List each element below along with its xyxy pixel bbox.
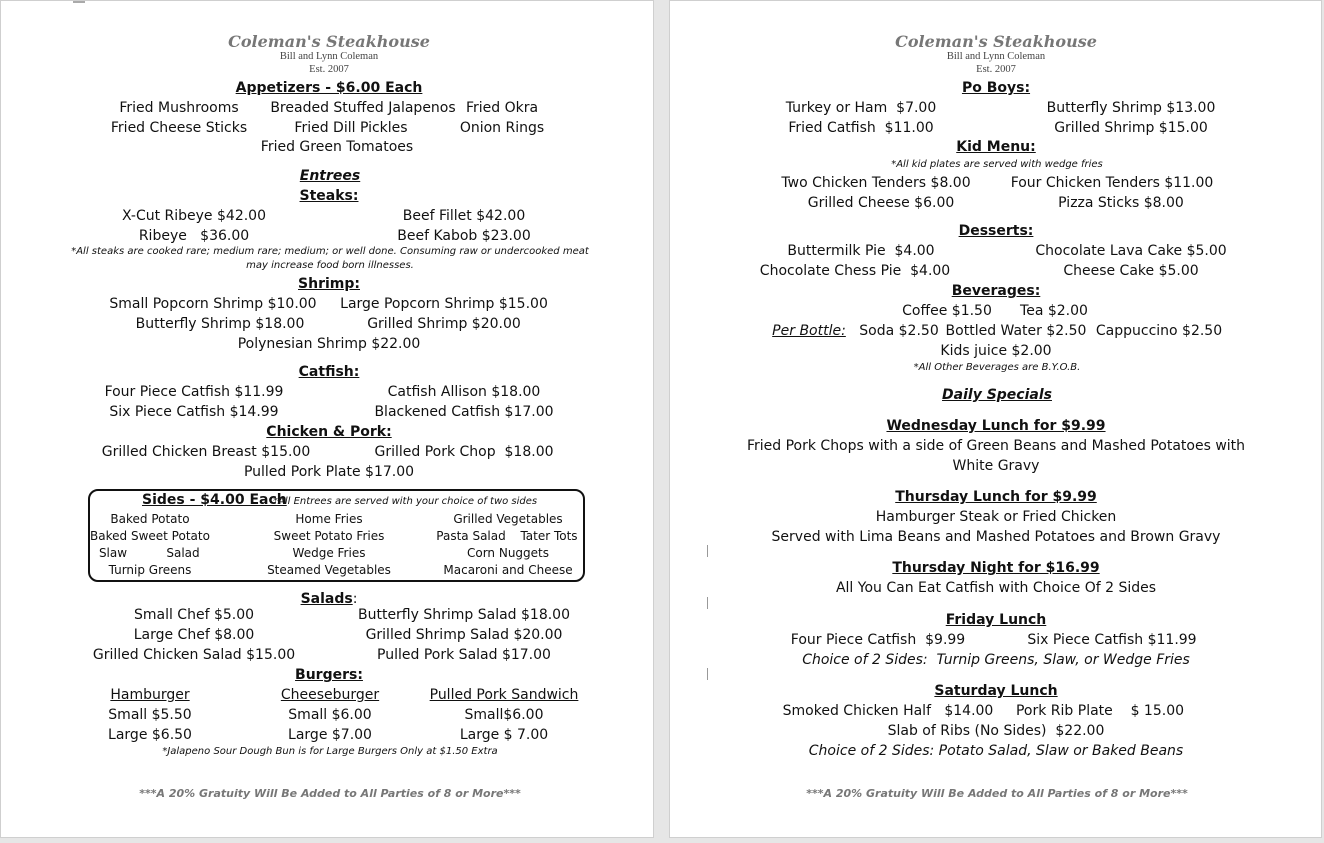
appetizer-item: Fried Okra [465, 100, 539, 116]
appetizers-heading: Appetizers - $6.00 Each [235, 80, 423, 96]
kid-menu-item: Two Chicken Tenders $8.00 [781, 175, 971, 191]
dessert-item: Buttermilk Pie $4.00 [787, 243, 935, 259]
shrimp-item: Butterfly Shrimp $18.00 [135, 316, 305, 332]
saturday-lunch-item: Smoked Chicken Half $14.00 [782, 703, 994, 719]
side-item: Turnip Greens [108, 563, 192, 577]
owners-line: Bill and Lynn Coleman [946, 51, 1046, 62]
bottle-item: Soda $2.50 [859, 323, 939, 339]
appetizer-item: Onion Rings [459, 120, 545, 136]
chicken-pork-item: Pulled Pork Plate $17.00 [243, 464, 415, 480]
salads-colon: : [352, 591, 358, 607]
kid-menu-item: Four Chicken Tenders $11.00 [1010, 175, 1214, 191]
saturday-lunch-choice: Choice of 2 Sides: Potato Salad, Slaw or Baked Beans [808, 743, 1184, 759]
shrimp-item: Large Popcorn Shrimp $15.00 [340, 296, 548, 312]
burger-item: Small$6.00 [464, 707, 544, 723]
friday-lunch-choice: Choice of 2 Sides: Turnip Greens, Slaw, or Wedge Fries [802, 652, 1190, 668]
burger-item: Large $ 7.00 [459, 727, 549, 743]
wednesday-special-text: White Gravy [952, 458, 1040, 474]
kid-menu-heading: Kid Menu: [956, 139, 1036, 155]
catfish-item: Blackened Catfish $17.00 [374, 404, 554, 420]
burger-item: Small $6.00 [288, 707, 372, 723]
appetizer-item: Breaded Stuffed Jalapenos [270, 100, 456, 116]
appetizer-item: Fried Dill Pickles [294, 120, 408, 136]
gratuity-notice: ***A 20% Gratuity Will Be Added to All Parties of 8 or More*** [806, 787, 1188, 800]
side-item: Macaroni and Cheese [443, 563, 573, 577]
appetizer-item: Fried Cheese Sticks [110, 120, 248, 136]
po-boy-item: Grilled Shrimp $15.00 [1054, 120, 1208, 136]
side-item: Steamed Vegetables [267, 563, 391, 577]
saturday-lunch-text: Slab of Ribs (No Sides) $22.00 [887, 723, 1105, 739]
wednesday-special-heading: Wednesday Lunch for $9.99 [886, 418, 1106, 434]
menu-page-right [669, 0, 1322, 838]
side-item: Baked Potato [110, 512, 190, 526]
owners-line: Bill and Lynn Coleman [279, 51, 379, 62]
side-item: Sweet Potato Fries [273, 529, 385, 543]
entrees-heading: Entrees [299, 168, 361, 184]
menu-page-left [0, 0, 654, 838]
burger-item: Large $7.00 [288, 727, 372, 743]
po-boy-item: Turkey or Ham $7.00 [785, 100, 937, 116]
kids-juice-item: Kids juice $2.00 [940, 343, 1052, 359]
salads-heading-group [301, 588, 358, 607]
steak-item: Ribeye $36.00 [138, 228, 250, 244]
burgers-note: *Jalapeno Sour Dough Bun is for Large Burgers Only at $1.50 Extra [162, 746, 498, 757]
burger-item: Large $6.50 [108, 727, 192, 743]
daily-specials-heading: Daily Specials [942, 387, 1052, 403]
thursday-lunch-text: Served with Lima Beans and Mashed Potatoes and Brown Gravy [771, 529, 1221, 545]
steaks-note: may increase food born illnesses. [246, 260, 414, 271]
po-boy-item: Fried Catfish $11.00 [788, 120, 934, 136]
steak-item: Beef Fillet $42.00 [402, 208, 526, 224]
salad-item: Small Chef $5.00 [133, 607, 255, 623]
shrimp-heading: Shrimp: [298, 276, 360, 292]
page-corner-mark [73, 1, 85, 3]
established-line: Est. 2007 [309, 64, 349, 75]
sides-note: *All Entrees are served with your choice of two sides [273, 496, 538, 507]
burger-column-hamburger: Hamburger [110, 687, 190, 703]
text-caret-mark [707, 597, 708, 609]
thursday-lunch-text: Hamburger Steak or Fried Chicken [875, 509, 1117, 525]
steaks-heading: Steaks: [299, 188, 359, 204]
kid-menu-item: Grilled Cheese $6.00 [807, 195, 955, 211]
chicken-pork-heading: Chicken & Pork: [266, 424, 392, 440]
dessert-item: Chocolate Lava Cake $5.00 [1035, 243, 1227, 259]
wednesday-special-text: Fried Pork Chops with a side of Green Beans and Mashed Potatoes with [746, 438, 1246, 454]
saturday-lunch-item: Pork Rib Plate $ 15.00 [1015, 703, 1185, 719]
catfish-heading: Catfish: [298, 364, 360, 380]
side-item: Wedge Fries [292, 546, 366, 560]
beverages-note: *All Other Beverages are B.Y.O.B. [913, 362, 1081, 373]
shrimp-item: Polynesian Shrimp $22.00 [237, 336, 421, 352]
bottle-item: Cappuccino $2.50 [1095, 323, 1223, 339]
catfish-item: Four Piece Catfish $11.99 [104, 384, 284, 400]
kid-menu-item: Pizza Sticks $8.00 [1058, 195, 1184, 211]
burger-column-pulled-pork: Pulled Pork Sandwich [429, 687, 579, 703]
shrimp-item: Small Popcorn Shrimp $10.00 [109, 296, 317, 312]
thursday-lunch-heading: Thursday Lunch for $9.99 [895, 489, 1097, 505]
po-boys-heading: Po Boys: [961, 80, 1031, 96]
side-item: Corn Nuggets [466, 546, 550, 560]
catfish-item: Six Piece Catfish $14.99 [109, 404, 279, 420]
saturday-lunch-heading: Saturday Lunch [934, 683, 1058, 699]
beverages-heading: Beverages: [951, 283, 1041, 299]
friday-lunch-item: Six Piece Catfish $11.99 [1027, 632, 1197, 648]
burger-column-cheeseburger: Cheeseburger [280, 687, 380, 703]
side-item: Salad [166, 546, 200, 560]
salads-heading: Salads [300, 591, 353, 607]
beverage-item: Coffee $1.50 [902, 303, 992, 319]
salad-item: Pulled Pork Salad $17.00 [377, 647, 551, 663]
kid-menu-note: *All kid plates are served with wedge fries [891, 159, 1103, 170]
bottle-item: Bottled Water $2.50 [945, 323, 1087, 339]
desserts-heading: Desserts: [958, 223, 1034, 239]
shrimp-item: Grilled Shrimp $20.00 [367, 316, 521, 332]
thursday-night-text: All You Can Eat Catfish with Choice Of 2 Sides [835, 580, 1157, 596]
chicken-pork-item: Grilled Chicken Breast $15.00 [101, 444, 311, 460]
burger-item: Small $5.50 [108, 707, 192, 723]
side-item: Pasta Salad [436, 529, 506, 543]
thursday-night-heading: Thursday Night for $16.99 [892, 560, 1100, 576]
friday-lunch-heading: Friday Lunch [945, 612, 1047, 628]
text-caret-mark [707, 545, 708, 557]
per-bottle-label: Per Bottle: [772, 323, 846, 339]
chicken-pork-item: Grilled Pork Chop $18.00 [374, 444, 554, 460]
sides-heading: Sides - $4.00 Each [142, 492, 287, 508]
dessert-item: Chocolate Chess Pie $4.00 [759, 263, 951, 279]
established-line: Est. 2007 [976, 64, 1016, 75]
restaurant-title: Coleman's Steakhouse [895, 32, 1097, 51]
catfish-item: Catfish Allison $18.00 [387, 384, 541, 400]
beverage-item: Tea $2.00 [1020, 303, 1088, 319]
po-boy-item: Butterfly Shrimp $13.00 [1046, 100, 1216, 116]
side-item: Grilled Vegetables [453, 512, 563, 526]
dessert-item: Cheese Cake $5.00 [1063, 263, 1199, 279]
gratuity-notice: ***A 20% Gratuity Will Be Added to All Parties of 8 or More*** [139, 787, 521, 800]
appetizer-item: Fried Mushrooms [119, 100, 239, 116]
side-item: Home Fries [295, 512, 363, 526]
restaurant-title: Coleman's Steakhouse [228, 32, 430, 51]
salad-item: Grilled Shrimp Salad $20.00 [365, 627, 563, 643]
side-item: Slaw [98, 546, 128, 560]
steaks-note: *All steaks are cooked rare; medium rare; medium; or well done. Consuming raw or undercooked meat [71, 246, 589, 257]
text-caret-mark [707, 668, 708, 680]
salad-item: Butterfly Shrimp Salad $18.00 [357, 607, 571, 623]
appetizer-item: Fried Green Tomatoes [260, 139, 414, 155]
side-item: Tater Tots [520, 529, 578, 543]
salad-item: Large Chef $8.00 [133, 627, 255, 643]
friday-lunch-item: Four Piece Catfish $9.99 [790, 632, 966, 648]
steak-item: Beef Kabob $23.00 [397, 228, 531, 244]
salad-item: Grilled Chicken Salad $15.00 [92, 647, 296, 663]
side-item: Baked Sweet Potato [90, 529, 210, 543]
burgers-heading: Burgers: [295, 667, 363, 683]
steak-item: X-Cut Ribeye $42.00 [122, 208, 266, 224]
